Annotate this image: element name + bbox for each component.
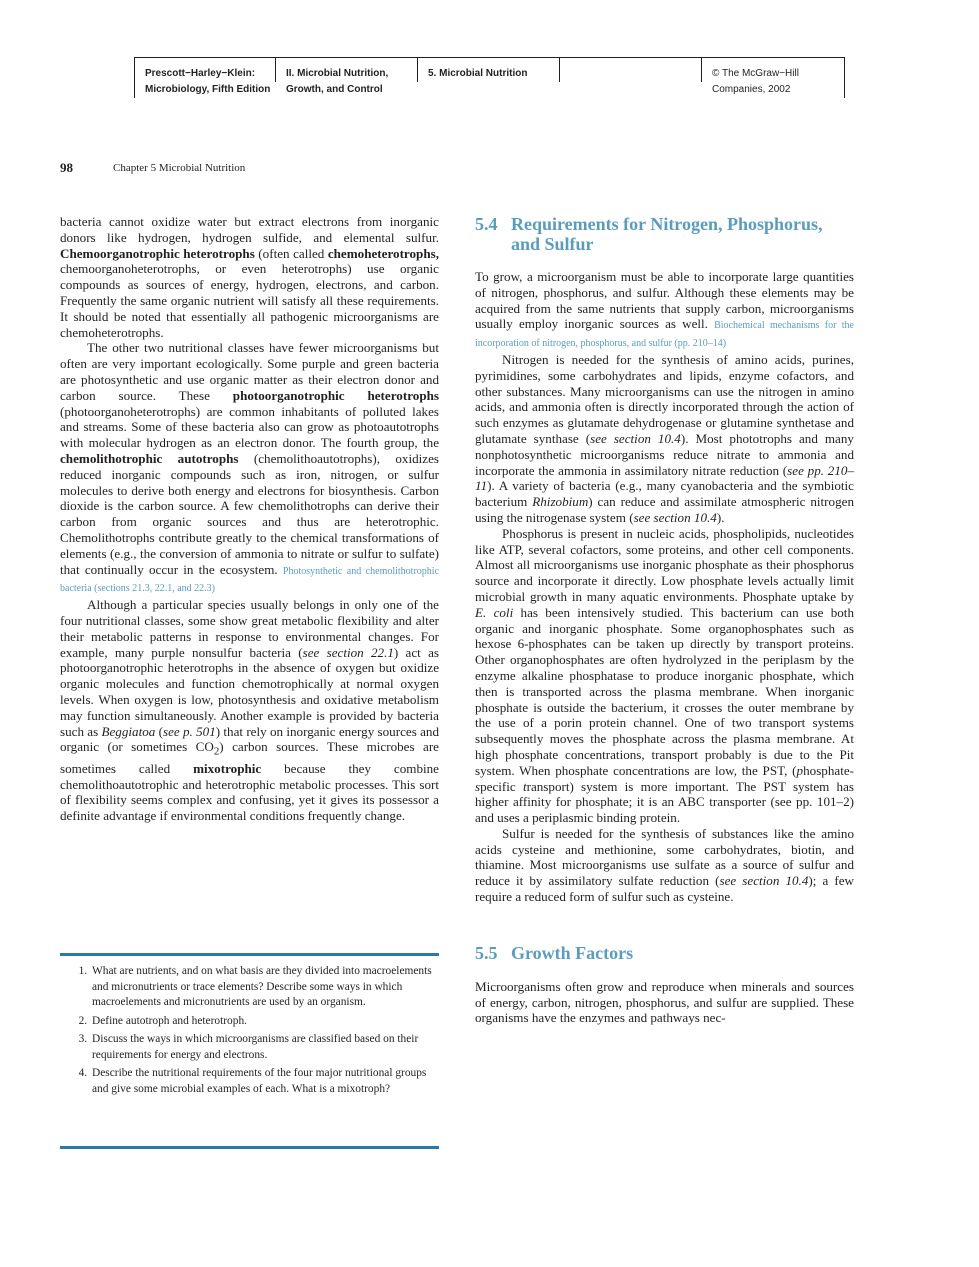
running-header bbox=[134, 57, 845, 98]
section-5-5-heading bbox=[475, 943, 854, 963]
chapter-label: Chapter 5 Microbial Nutrition bbox=[113, 162, 246, 174]
right-paragraph-nitrogen: Nitrogen is needed for the synthesis of amino acids, purines, pyrimidines, some carbohydrates and lipids, enzyme cofactors, and other substances. Many microorganisms can use the nitrogen in amino acids, and ammonia often is directly incorporated through the action of such enzymes as glutamate dehydrogenase or glutamine synthetase and glutamate synthase (see section 10.4). Most phototrophs and many nonphotosynthetic microorganisms reduce nitrate to ammonia and incorporate the ammonia in assimilatory nitrate reduction (see pp. 210–11). A variety of bacteria (e.g., many cyanobacteria and the symbiotic bacterium Rhizobium) can reduce and assimilate atmospheric nitrogen using the nitrogenase system (see section 10.4). bbox=[475, 351, 854, 525]
header-cell-book bbox=[135, 58, 276, 95]
right-paragraph-sulfur: Sulfur is needed for the synthesis of substances like the amino acids cysteine and methionine, some carbohydrates, biotin, and thiamine. Most microorganisms use sulfate as a source of sulfur and reduce it by assimilatory sulfate reduction (see section 10.4); a few require a reduced form of sulfur such as cysteine. bbox=[475, 825, 854, 905]
left-column bbox=[60, 214, 439, 824]
review-questions-list bbox=[60, 964, 439, 1097]
page-number: 98 bbox=[60, 160, 73, 175]
header-cell-copyright bbox=[702, 58, 842, 95]
header-cell-empty bbox=[560, 58, 702, 82]
section-5-4-heading bbox=[475, 214, 854, 254]
header-copyright-line1: © The McGraw−Hill bbox=[712, 68, 799, 79]
right-column bbox=[475, 214, 854, 1026]
section-title-line1: Requirements for Nitrogen, Phosphorus, bbox=[511, 214, 823, 234]
header-book-line2: Microbiology, Fifth Edition bbox=[145, 84, 271, 95]
section-title: Growth Factors bbox=[511, 942, 634, 963]
section-title-line2: and Sulfur bbox=[511, 234, 594, 254]
header-part-line2: Growth, and Control bbox=[286, 84, 383, 95]
left-paragraph-1: bacteria cannot oxidize water but extract electrons from inorganic donors like hydrogen, hydrogen sulfide, and elemental sulfur. Chemoorganotrophic heterotrophs (often called chemoheterotrophs, chemoorganoheterotrophs, or even heterotrophs) use organic compounds as sources of energy, hydrogen, electrons, and carbon. Frequently the same organic nutrient will satisfy all these requirements. It should be noted that essentially all pathogenic microorganisms are chemoheterotrophs. bbox=[60, 214, 439, 340]
header-part-line1: II. Microbial Nutrition, bbox=[286, 68, 389, 79]
header-chapter-line1: 5. Microbial Nutrition bbox=[428, 68, 528, 79]
review-question: 4. Describe the nutritional requirements of the four major nutritional groups and give some microbial examples of each. What is a mixotroph? bbox=[90, 1066, 439, 1097]
header-cell-part bbox=[276, 58, 418, 95]
section-number: 5.4 bbox=[475, 214, 498, 234]
review-questions-box bbox=[60, 953, 439, 1149]
right-paragraph-phosphorus: Phosphorus is present in nucleic acids, phospholipids, nucleotides like ATP, several cofactors, some proteins, and other cell components. Almost all microorganisms use inorganic phosphate as their phosphorus source and incorporate it directly. Low phosphate levels actually limit microbial growth in many aquatic environments. Phosphate uptake by E. coli has been intensively studied. This bacterium can use both organic and inorganic phosphate. Some organophosphates such as hexose 6-phosphates can be taken up directly by transport proteins. Other organophosphates are often hydrolyzed in the periplasm by the enzyme alkaline phosphatase to produce inorganic phosphate, which then is transported across the plasma membrane. When inorganic phosphate is outside the bacterium, it crosses the outer membrane by the use of a porin protein channel. One of two transport systems subsequently moves the phosphate across the plasma membrane. At high phosphate concentrations, transport probably is due to the Pit system. When phosphate concentrations are low, the PST, (phosphate-specific transport) system is more important. The PST system has higher affinity for phosphate; it is an ABC transporter (see pp. 101–2) and uses a periplasmic binding protein. bbox=[475, 525, 854, 826]
right-paragraph-growth: Microorganisms often grow and reproduce when minerals and sources of energy, carbon, nitrogen, phosphorus, and sulfur are supplied. These organisms have the enzymes and pathways nec- bbox=[475, 978, 854, 1026]
section-number: 5.5 bbox=[475, 942, 498, 963]
review-question: 2. Define autotroph and heterotroph. bbox=[90, 1014, 439, 1030]
left-paragraph-2: The other two nutritional classes have fewer microorganisms but often are very important ecologically. Some purple and green bacteria are photosynthetic and use organic matter as their electron donor and carbon source. These photoorganotrophic heterotrophs (photoorganoheterotrophs) are common inhabitants of polluted lakes and streams. Some of these bacteria also can grow as photoautotrophs with molecular hydrogen as an electron donor. The fourth group, the chemolithotrophic autotrophs (chemolithoautotrophs), oxidizes reduced inorganic compounds such as iron, nitrogen, or sulfur molecules to derive both energy and electrons for biosynthesis. Carbon dioxide is the carbon source. A few chemolithotrophs can derive their carbon from organic sources and thus are heterotrophic. Chemolithotrophs contribute greatly to the chemical transformations of elements (e.g., the conversion of ammonia to nitrate or sulfur to sulfate) that continually occur in the ecosystem. Photosynthetic and chemolithotrophic bacteria (sections 21.3, 22.1, and 22.3) bbox=[60, 340, 440, 595]
header-book-line1: Prescott−Harley−Klein: bbox=[145, 68, 256, 79]
cross-reference: Biochemical mechanisms for the incorporation of nitrogen, phosphorus, and sulfur (pp. 210–14) bbox=[475, 320, 854, 350]
review-question: 3. Discuss the ways in which microorganisms are classified based on their requirements for energy and electrons. bbox=[90, 1032, 439, 1063]
right-paragraph-1: To grow, a microorganism must be able to incorporate large quantities of nitrogen, phosphorus, and sulfur. Although these elements may be acquired from the same nutrients that supply carbon, microorganisms usually employ inorganic sources as well. Biochemical mechanisms for the incorporation of nitrogen, phosphorus, and sulfur (pp. 210–14) bbox=[475, 269, 854, 350]
header-cell-chapter bbox=[418, 58, 560, 82]
left-paragraph-3: Although a particular species usually belongs in only one of the four nutritional classes, some show great metabolic flexibility and alter their metabolic patterns in response to environmental changes. For example, many purple nonsulfur bacteria (see section 22.1) act as photoorganotrophic heterotrophs in the absence of oxygen but oxidize organic molecules and function chemotrophically at normal oxygen levels. When oxygen is low, photosynthesis and oxidative metabolism may function simultaneously. Another example is provided by bacteria such as Beggiatoa (see p. 501) that rely on inorganic energy sources and organic (or sometimes $CO_2$) carbon sources. These microbes are sometimes called mixotrophic because they combine chemolithoautotrophic and heterotrophic metabolic processes. This sort of flexibility seems complex and confusing, yet it gives its possessor a definite advantage if environmental conditions frequently change. bbox=[60, 597, 439, 824]
header-copyright-line2: Companies, 2002 bbox=[712, 84, 791, 95]
review-question: 1. What are nutrients, and on what basis are they divided into macroelements and micronutrients or trace elements? Describe some ways in which macroelements and micronutrients are used by an organism. bbox=[90, 964, 439, 1011]
cross-reference: Photosynthetic and chemolithotrophic bacteria (sections 21.3, 22.1, and 22.3) bbox=[60, 565, 440, 595]
